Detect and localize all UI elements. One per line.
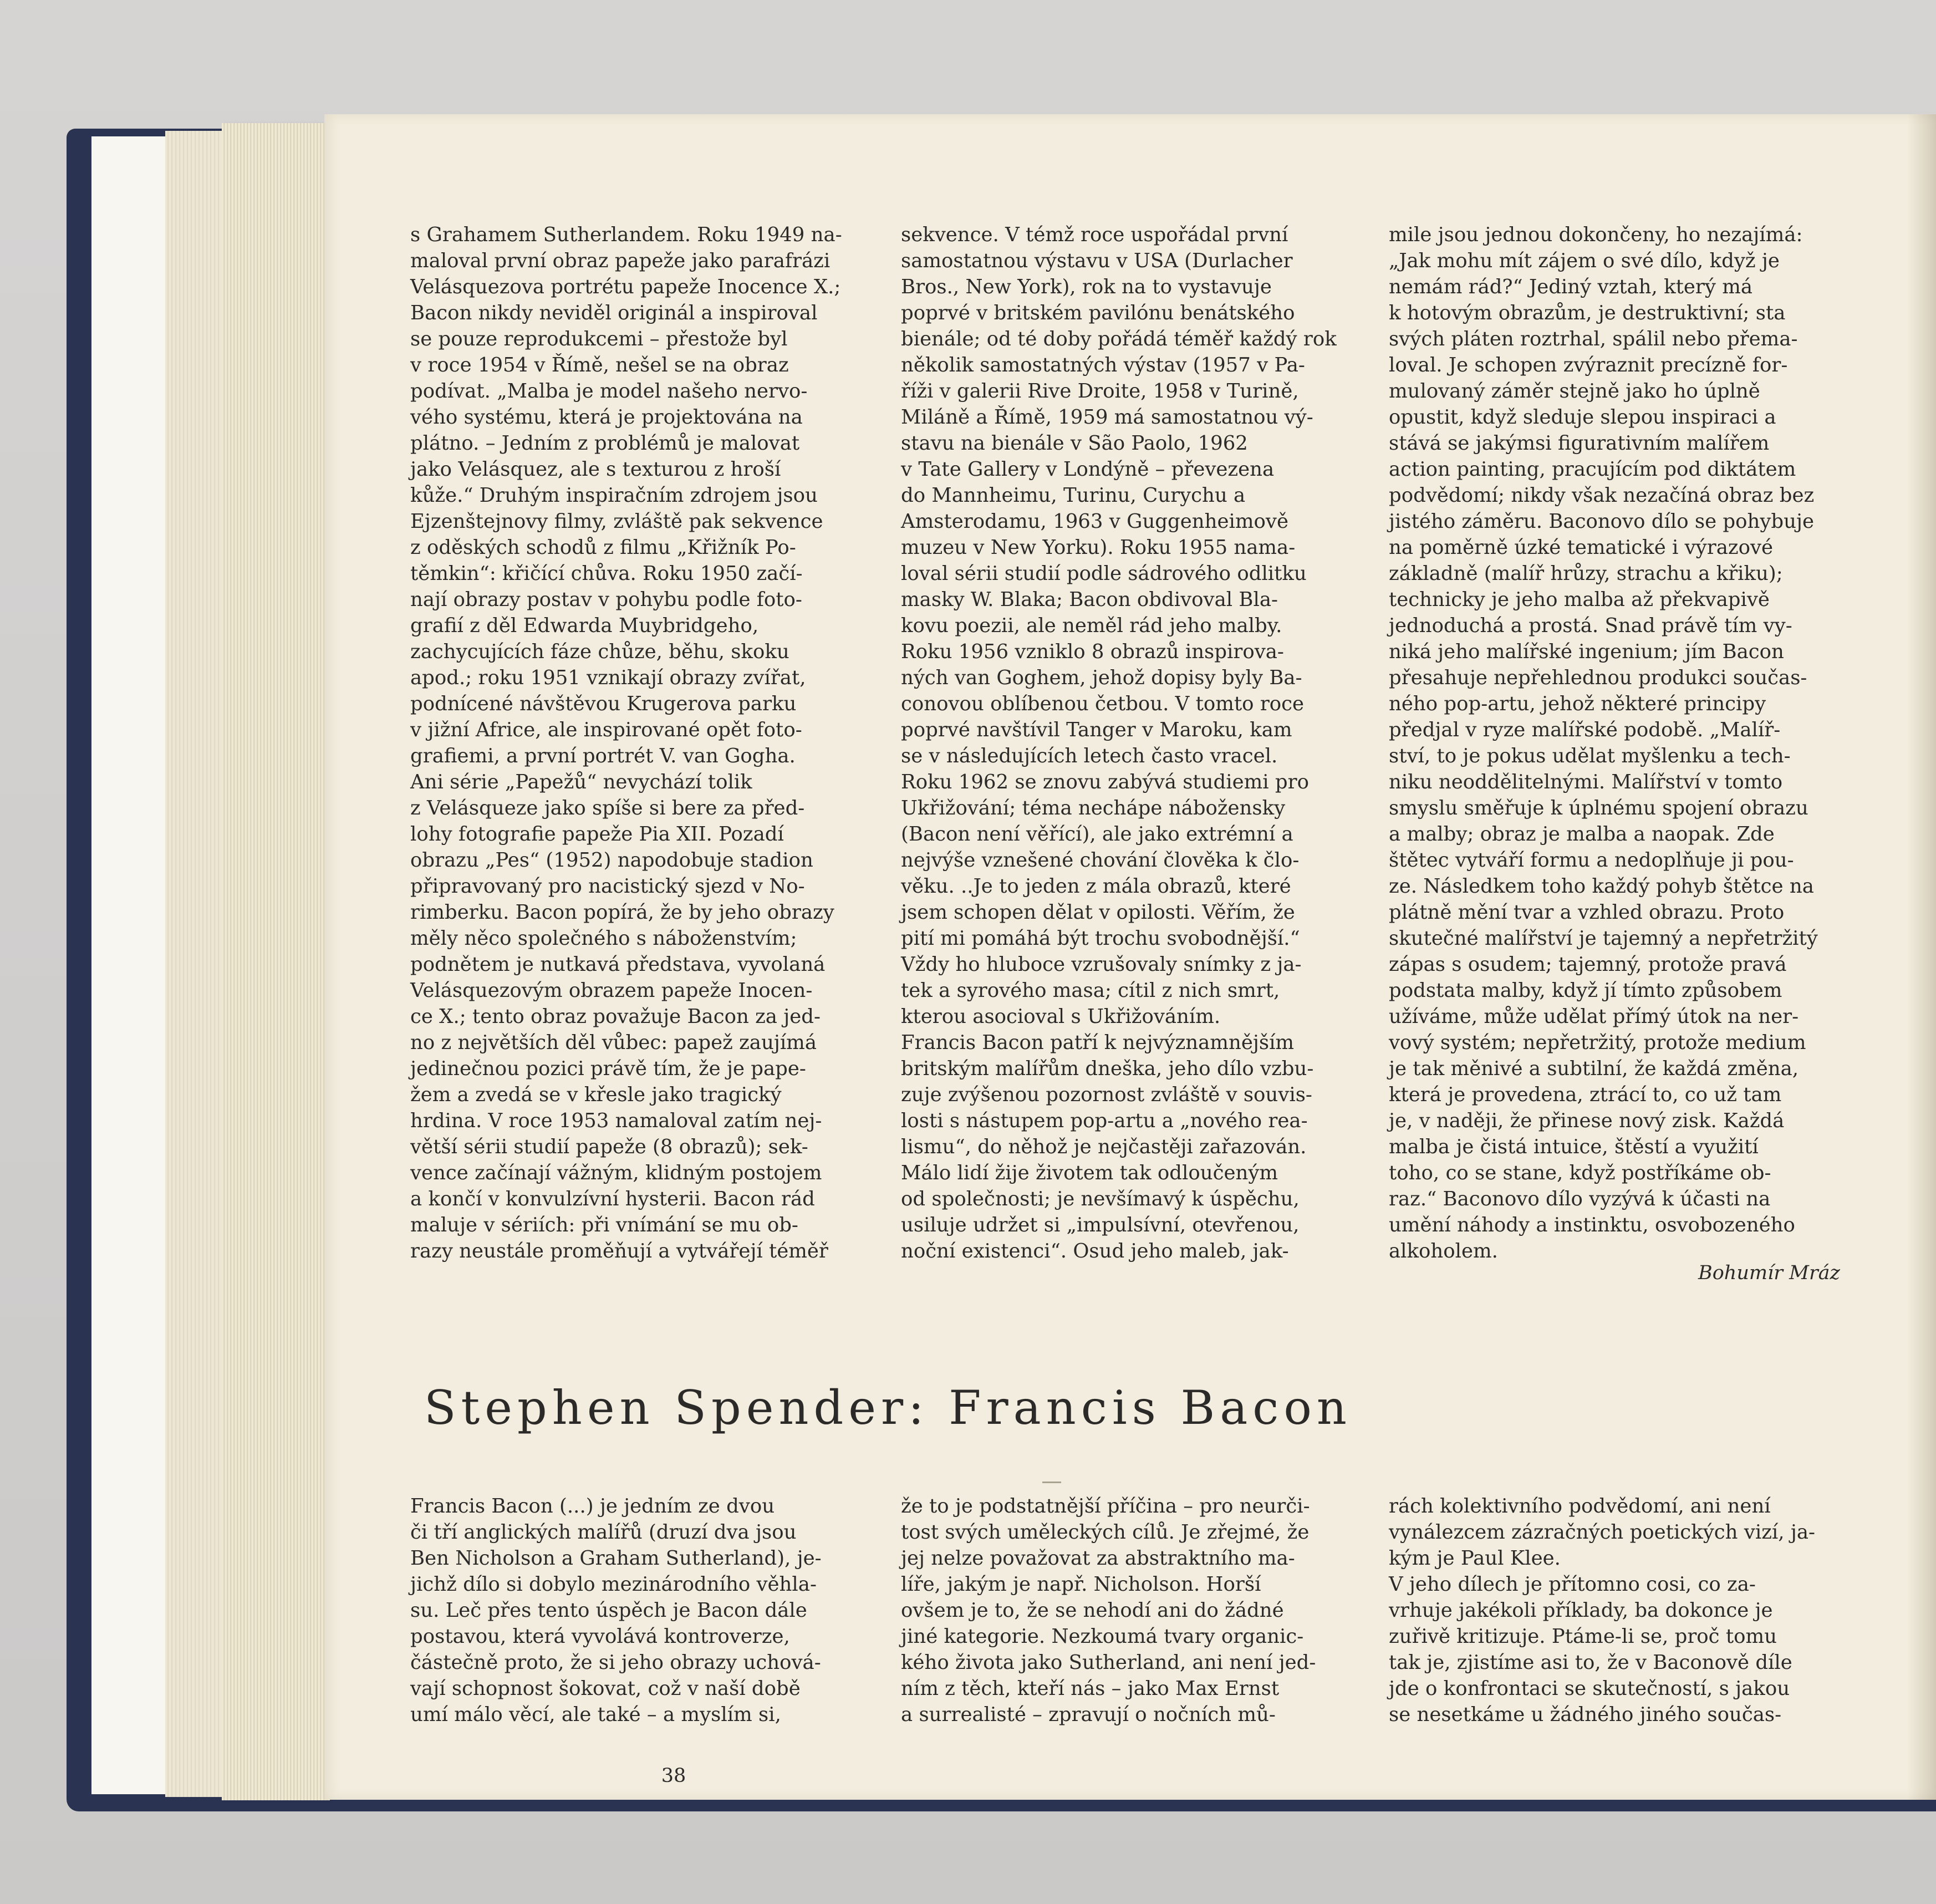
author-signature: Bohumír Mráz — [1698, 1262, 1840, 1284]
spender-column-2: že to je podstatnější příčina – pro neurči- tost svých uměleckých cílů. Je zřejmé, že jej nelze považovat za abstraktního ma- líře, jakým je např. Nicholson. Horší ovšem je to, že se nehodí ani do žádné jiné kategorie. Nezkoumá tvary organic- kého života jako Sutherland, ani není jed- ním z těch, kteří nás – jako Max Ernst a surrealisté – zpravují o nočních mů- — [901, 1495, 1316, 1726]
divider-mark — [1042, 1482, 1061, 1483]
page-gutter-shadow — [1907, 114, 1936, 1800]
page-block-edge — [165, 131, 223, 1797]
article-column-2: sekvence. V témž roce uspořádal první samostatnou výstavu v USA (Durlacher Bros., New York), rok na to vystavuje poprvé v britském pavilónu benátského bienále; od té doby pořádá téměř každý rok několik samostatných výstav (1957 v Pa- říži v galerii Rive Droite, 1958 v Turině, Miláně a Římě, 1959 má samostatnou vý- stavu na bienále v São Paolo, 1962 v Tate Gallery v Londýně – převezena do Mannheimu, Turinu, Curychu a Amsterodamu, 1963 v Guggenheimově muzeu v New Yorku). Roku 1955 nama- loval sérii studií podle sádrového odlitku masky W. Blaka; Bacon obdivoval Bla- kovu poezii, ale neměl rád jeho malby. Roku 1956 vzniklo 8 obrazů inspirova- ných van Goghem, jehož dopisy byly Ba- conovou oblíbenou četbou. V tomto roce poprvé navštívil Tanger v Maroku, kam se v následujících letech často vracel. Roku 1962 se znovu zabývá studiemi pro Ukřižování; téma nechápe nábožensky (Bacon není věřící), ale jako extrémní a nejvýše vznešené chování člověka k člo- věku. ..Je to jeden z mála obrazů, které jsem schopen dělat v opilosti. Věřím, že pití mi pomáhá být trochu svobodnější.“ Vždy ho hluboce vzrušovaly snímky z ja- tek a syrového masa; cítil z nich smrt, kterou asocioval s Ukřižováním. Francis Bacon patří k nejvýznamnějším britským malířům dneška, jeho dílo vzbu- zuje zvýšenou pozornost zvláště v souvis- losti s nástupem pop-artu a „nového rea- lismu“, do něhož je nejčastěji zařazován. Málo lidí žije životem tak odloučeným od společnosti; je nevšímavý k úspěchu, usiluje udržet si „impulsívní, otevřenou, noční existenci“. Osud jeho maleb, jak- — [901, 223, 1337, 1262]
flyleaf-edge — [91, 136, 167, 1794]
spender-column-3: rách kolektivního podvědomí, ani není vynálezcem zázračných poetických vizí, ja- kým je Paul Klee. V jeho dílech je přítomno cosi, co za- vrhuje jakékoli příklady, ba dokonce je zuřivě kritizuje. Ptáme-li se, proč tomu tak je, zjistíme asi to, že v Baconově díle jde o konfrontaci se skutečností, s jakou se nesetkáme u žádného jiného součas- — [1389, 1495, 1815, 1726]
spender-column-1: Francis Bacon (...) je jedním ze dvou či tří anglických malířů (druzí dva jsou Ben Nicholson a Graham Sutherland), je- jichž dílo si dobylo mezinárodního věhla- su. Leč přes tento úspěch je Bacon dále postavou, která vyvolává kontroverze, částečně proto, že si jeho obrazy uchová- vají schopnost šokovat, což v naší době umí málo věcí, ale také – a myslím si, — [410, 1495, 822, 1726]
page-number: 38 — [661, 1765, 686, 1787]
article-column-1: s Grahamem Sutherlandem. Roku 1949 na- maloval první obraz papeže jako parafrázi Velásquezova portrétu papeže Inocence X.; Bacon nikdy neviděl originál a inspiroval se pouze reprodukcemi – přestože byl v roce 1954 v Římě, nešel se na obraz podívat. „Malba je model našeho nervo- vého systému, která je projektována na plátno. – Jedním z problémů je malovat jako Velásquez, ale s texturou z hroší kůže.“ Druhým inspiračním zdrojem jsou Ejzenštejnovy filmy, zvláště pak sekvence z oděských schodů z filmu „Křižník Po- těmkin“: křičící chůva. Roku 1950 začí- nají obrazy postav v pohybu podle foto- grafií z děl Edwarda Muybridgeho, zachycujících fáze chůze, běhu, skoku apod.; roku 1951 vznikají obrazy zvířat, podnícené návštěvou Krugerova parku v jižní Africe, ale inspirované opět foto- grafiemi, a první portrét V. van Gogha. Ani série „Papežů“ nevychází tolik z Velásqueze jako spíše si bere za před- lohy fotografie papeže Pia XII. Pozadí obrazu „Pes“ (1952) napodobuje stadion připravovaný pro nacistický sjezd v No- rimberku. Bacon popírá, že by jeho obrazy měly něco společného s náboženstvím; podnětem je nutkavá představa, vyvolaná Velásquezovým obrazem papeže Inocen- ce X.; tento obraz považuje Bacon za jed- no z největších děl vůbec: papež zaujímá jedinečnou pozici právě tím, že je pape- žem a zvedá se v křesle jako tragický hrdina. V roce 1953 namaloval zatím nej- větší sérii studií papeže (8 obrazů); sek- vence začínají vážným, klidným postojem a končí v konvulzívní hysterii. Bacon rád maluje v sériích: při vnímání se mu ob- razy neustále proměňují a vytvářejí téměř — [410, 223, 842, 1262]
article-column-3: mile jsou jednou dokončeny, ho nezajímá: „Jak mohu mít zájem o své dílo, když je nemám rád?“ Jediný vztah, který má k hotovým obrazům, je destruktivní; sta svých pláten roztrhal, spálil nebo přema- loval. Je schopen zvýraznit precízně for- mulovaný záměr stejně jako ho úplně opustit, když sleduje slepou inspiraci a stává se jakýmsi figurativním malířem action painting, pracujícím pod diktátem podvědomí; nikdy však nezačíná obraz bez jistého záměru. Baconovo dílo se pohybuje na poměrně úzké tematické i výrazové základně (malíř hrůzy, strachu a křiku); technicky je jeho malba až překvapivě jednoduchá a prostá. Snad právě tím vy- niká jeho malířské ingenium; jím Bacon přesahuje nepřehlednou produkci součas- ného pop-artu, jehož některé principy předjal v ryze malířské podobě. „Malíř- ství, to je pokus udělat myšlenku a tech- niku neoddělitelnými. Malířství v tomto smyslu směřuje k úplnému spojení obrazu a malby; obraz je malba a naopak. Zde štětec vytváří formu a nedoplňuje ji pou- ze. Následkem toho každý pohyb štětce na plátně mění tvar a vzhled obrazu. Proto skutečné malířství je tajemný a nepřetržitý zápas s osudem; tajemný, protože pravá podstata malby, když jí tímto způsobem užíváme, může udělat přímý útok na ner- vový systém; nepřetržitý, protože medium je tak měnivé a subtilní, že každá změna, která je provedena, ztrácí to, co už tam je, v naději, že přinese nový zisk. Každá malba je čistá intuice, štěstí a využití toho, co se stane, když postříkáme ob- raz.“ Baconovo dílo vyzývá k účasti na umění náhody a instinktu, osvobozeného alkoholem. — [1389, 223, 1818, 1262]
page-stack-edge — [222, 123, 330, 1800]
article-heading: Stephen Spender: Francis Bacon — [424, 1381, 1352, 1435]
